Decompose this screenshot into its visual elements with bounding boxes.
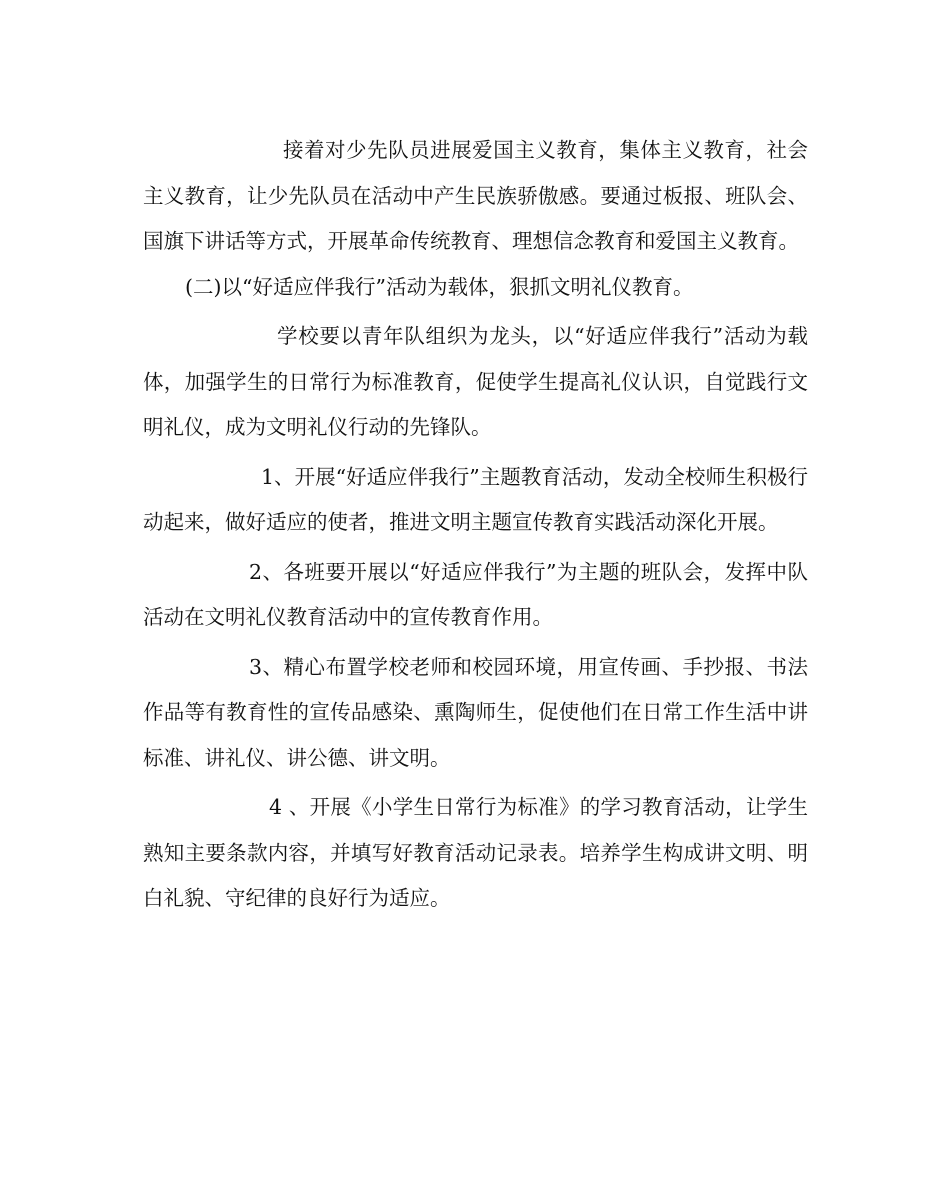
list-item-4: 4 、开展《小学生日常行为标准》的学习教育活动，让学生熟知主要条款内容，并填写好教育活动记录表。培养学生构成讲文明、明白礼貌、守纪律的良好行为适应。 (143, 795, 808, 910)
list-item-3: 3、精心布置学校老师和校园环境，用宣传画、手抄报、书法作品等有教育性的宣传品感染、熏陶师生，促使他们在日常工作生活中讲标准、讲礼仪、讲公德、讲文明。 (143, 654, 808, 770)
list-item-2: 2、各班要开展以“好适应伴我行”为主题的班队会，发挥中队活动在文明礼仪教育活动中的宣传教育作用。 (143, 559, 808, 629)
list-item-1: 1、开展“好适应伴我行”主题教育活动，发动全校师生积极行动起来，做好适应的使者，推进文明主题宣传教育实践活动深化开展。 (143, 464, 808, 534)
paragraph-patriotic-education: 接着对少先队员进展爱国主义教育，集体主义教育，社会主义教育，让少先队员在活动中产生民族骄傲感。要通过板报、班队会、国旗下讲话等方式，开展革命传统教育、理想信念教育和爱国主义教育。 (143, 138, 808, 253)
paragraph-youth-league-lead: 学校要以青年队组织为龙头，以“好适应伴我行”活动为载体，加强学生的日常行为标准教育，促使学生提高礼仪认识，自觉践行文明礼仪，成为文明礼仪行动的先锋队。 (143, 324, 808, 439)
document-body (143, 128, 808, 922)
section-heading-etiquette: (二)以“好适应伴我行”活动为载体，狠抓文明礼仪教育。 (185, 274, 694, 299)
